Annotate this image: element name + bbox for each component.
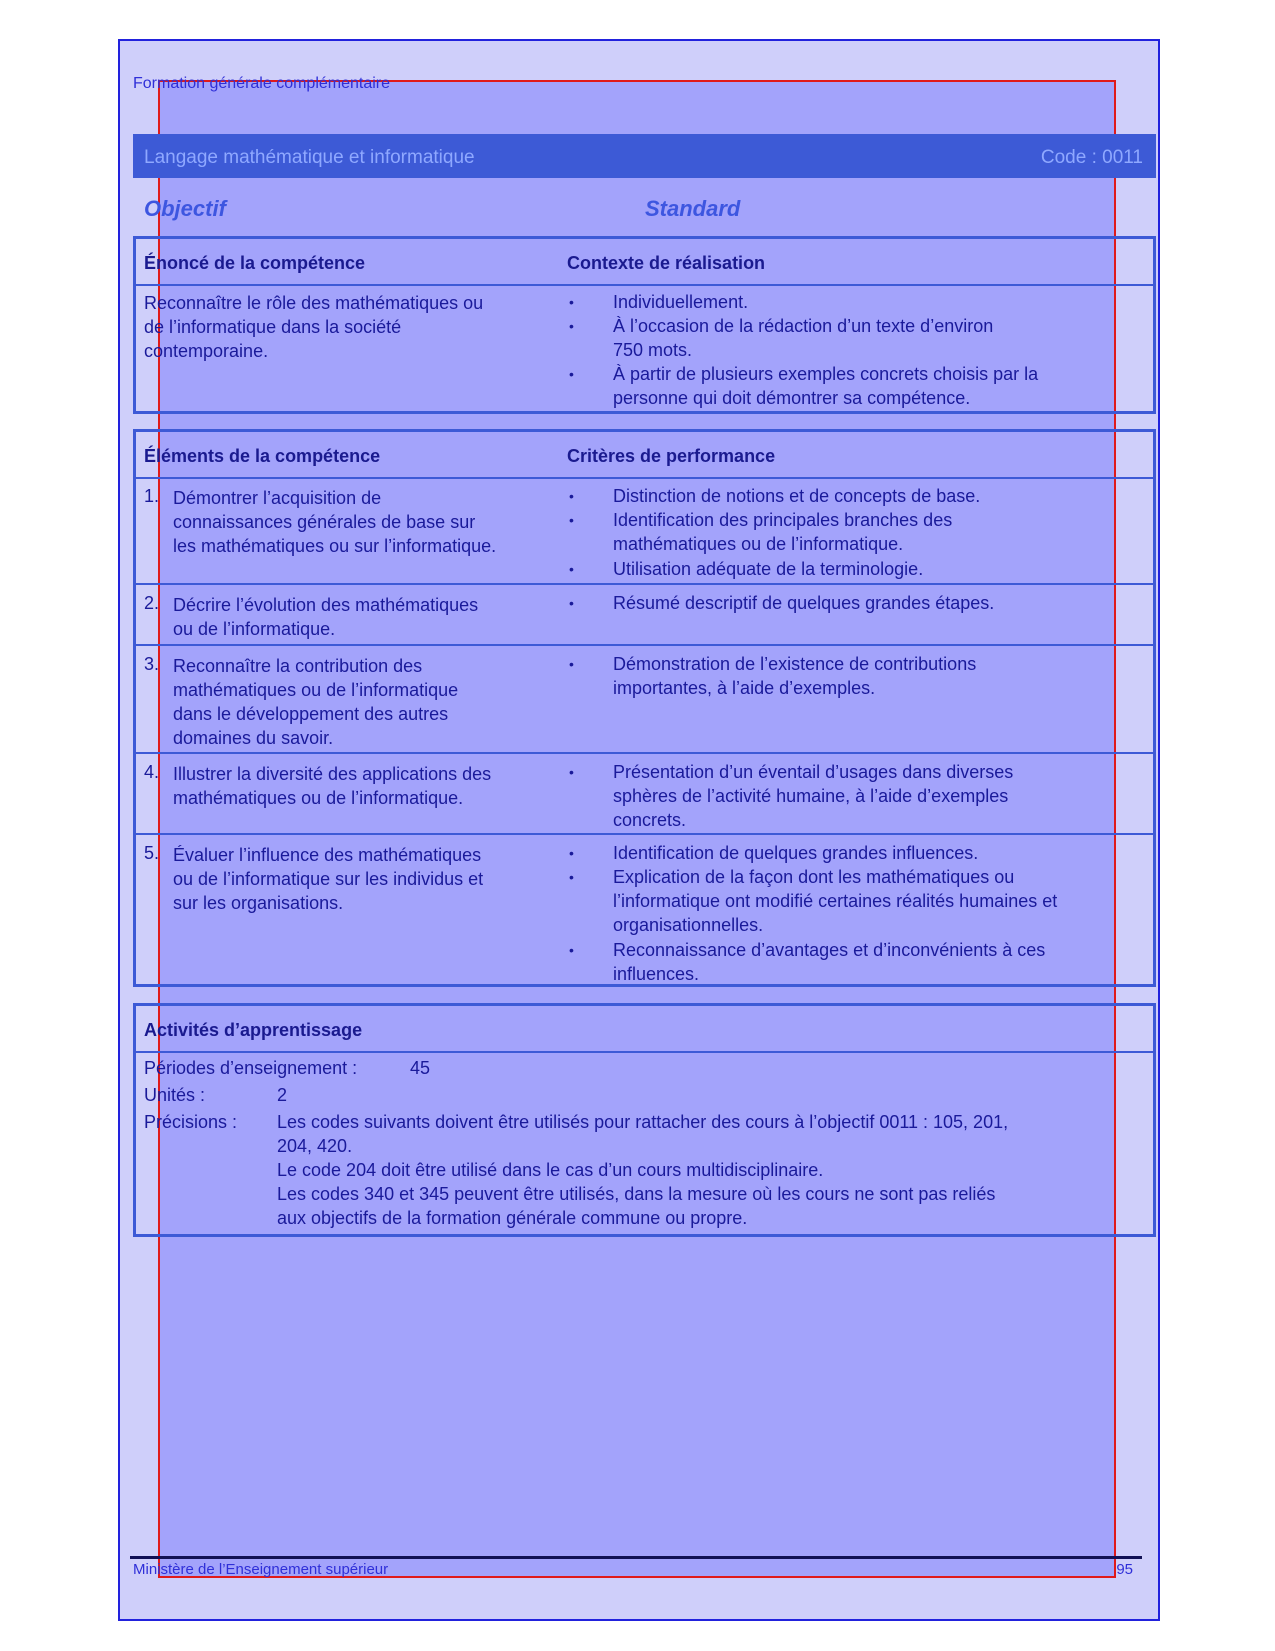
- element-text: Évaluer l’influence des mathématiques ou de l’informatique sur les individus et sur les organisations.: [173, 845, 484, 913]
- bullet: •: [569, 512, 574, 528]
- element-text: Reconnaître la contribution des mathématiques ou de l’informatique dans le développement des autres domaines du savoir.: [173, 656, 459, 748]
- bullet: •: [569, 595, 574, 611]
- periodes-label: Périodes d’enseignement :: [144, 1058, 358, 1078]
- precisions-text: Les codes suivants doivent être utilisés pour rattacher des cours à l’objectif 0011 : 105, 201, 204, 420. Le code 204 doit être utilisé dans le cas d’un cours multidisciplinaire. Les codes 340 et 345 peuvent être utilisés, dans la mesure où les cours ne sont pas reliés aux objectifs de la formation générale commune ou propre.: [277, 1112, 1009, 1228]
- objectif-label: Objectif: [144, 196, 226, 221]
- criterion: Explication de la façon dont les mathématiques ou l’informatique ont modifié certaines réalités humaines et organisationnelles.: [613, 867, 1058, 935]
- bullet: •: [569, 764, 574, 780]
- contexte-heading: Contexte de réalisation: [567, 253, 766, 273]
- footer-rule: [130, 1556, 1142, 1559]
- criteres-heading: Critères de performance: [567, 446, 776, 466]
- element-number: 5.: [144, 843, 160, 863]
- element-text: Décrire l’évolution des mathématiques ou de l’informatique.: [173, 595, 479, 639]
- bullet: •: [569, 845, 574, 861]
- bullet: •: [569, 656, 574, 672]
- objective-title: Langage mathématique et informatique: [144, 147, 475, 168]
- bullet: •: [569, 294, 574, 310]
- element-text: Démontrer l’acquisition de connaissances générales de base sur les mathématiques ou sur l’informatique.: [173, 488, 497, 556]
- enonce-text: Reconnaître le rôle des mathématiques ou de l’informatique dans la société contemporaine.: [144, 293, 484, 361]
- program-name: Formation générale complémentaire: [133, 75, 391, 92]
- bullet: •: [569, 869, 574, 885]
- elements-heading: Éléments de la compétence: [144, 446, 381, 466]
- unites-label: Unités :: [144, 1085, 206, 1105]
- bullet: •: [569, 561, 574, 577]
- element-number: 3.: [144, 654, 160, 674]
- element-text: Illustrer la diversité des applications des mathématiques ou de l’informatique.: [173, 764, 492, 808]
- standard-label: Standard: [645, 196, 741, 221]
- bullet: •: [569, 366, 574, 382]
- criterion: Présentation d’un éventail d’usages dans diverses sphères de l’activité humaine, à l’aide d’exemples concrets.: [613, 762, 1014, 830]
- bullet: •: [569, 318, 574, 334]
- precisions-label: Précisions :: [144, 1112, 238, 1132]
- contexte-item: À partir de plusieurs exemples concrets choisis par la personne qui doit démontrer sa compétence.: [613, 364, 1039, 408]
- activites-heading: Activités d’apprentissage: [144, 1020, 363, 1040]
- criterion: Identification de quelques grandes influences.: [613, 843, 979, 863]
- enonce-heading: Énoncé de la compétence: [144, 253, 366, 273]
- criterion: Distinction de notions et de concepts de base.: [613, 486, 981, 506]
- periodes-value: 45: [410, 1058, 431, 1078]
- criterion: Utilisation adéquate de la terminologie.: [613, 559, 924, 579]
- footer-ministry: Ministère de l’Enseignement supérieur: [133, 1561, 389, 1578]
- contexte-item: À l’occasion de la rédaction d’un texte d’environ 750 mots.: [613, 316, 994, 360]
- contexte-item: Individuellement.: [613, 292, 749, 312]
- element-number: 1.: [144, 486, 160, 506]
- criterion: Résumé descriptif de quelques grandes étapes.: [613, 593, 995, 613]
- page-number: 95: [1116, 1561, 1133, 1578]
- element-number: 4.: [144, 762, 160, 782]
- criterion: Reconnaissance d’avantages et d’inconvénients à ces influences.: [613, 940, 1046, 984]
- bullet: •: [569, 488, 574, 504]
- criterion: Identification des principales branches des mathématiques ou de l’informatique.: [613, 510, 953, 554]
- unites-value: 2: [277, 1085, 288, 1105]
- objective-code: Code : 0011: [1040, 147, 1143, 168]
- element-number: 2.: [144, 593, 160, 613]
- criterion: Démonstration de l’existence de contributions importantes, à l’aide d’exemples.: [613, 654, 977, 698]
- bullet: •: [569, 942, 574, 958]
